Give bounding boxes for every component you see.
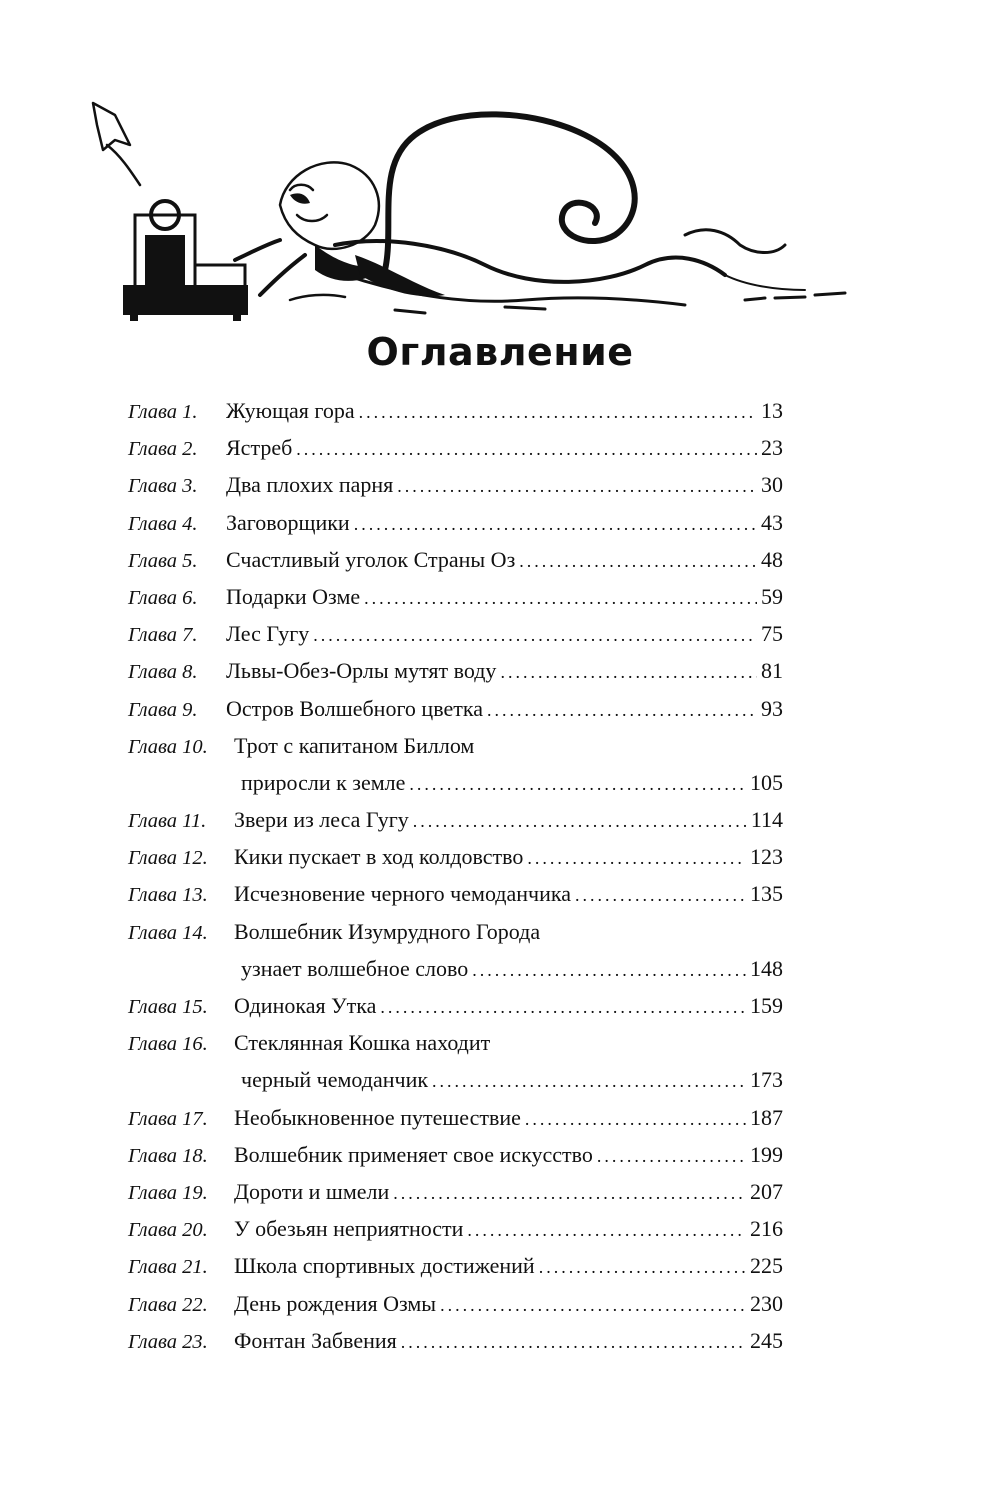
toc-line [128, 913, 783, 950]
toc-line [128, 987, 783, 1024]
dot-leader [539, 1249, 746, 1286]
chapter-label: Глава 17. [128, 1107, 208, 1130]
toc-line [128, 875, 783, 912]
toc-line [128, 838, 783, 875]
page-number: 114 [750, 807, 783, 833]
chapter-title: Звери из леса Гугу [234, 807, 409, 833]
monkey-typewriter-illustration [85, 95, 855, 345]
chapter-title: Волшебник применяет свое искусство [234, 1141, 593, 1167]
chapter-label: Глава 18. [128, 1144, 208, 1167]
page-number: 13 [761, 398, 783, 423]
page-number: 187 [750, 1104, 783, 1130]
toc-entry[interactable] [128, 1099, 783, 1136]
chapter-title: Заговорщики [226, 509, 350, 535]
toc-line [128, 429, 783, 466]
toc-line [128, 764, 783, 801]
chapter-label: Глава 19. [128, 1181, 208, 1204]
dot-leader [359, 394, 757, 431]
chapter-title: Волшебник Изумрудного Города [234, 918, 541, 944]
dot-leader [500, 654, 757, 691]
toc-entry[interactable] [128, 1136, 783, 1173]
toc-line [128, 727, 783, 764]
dot-leader [354, 506, 757, 543]
chapter-label: Глава 13. [128, 884, 208, 907]
dot-leader [575, 877, 746, 914]
chapter-label: Глава 11. [128, 810, 207, 833]
dot-leader [364, 580, 757, 617]
page-number: 225 [750, 1253, 783, 1279]
chapter-label: Глава 7. [128, 624, 198, 647]
dot-leader [527, 840, 746, 877]
toc-line [128, 504, 783, 541]
toc-line [128, 801, 783, 838]
chapter-title: Исчезновение черного чемоданчика [234, 881, 571, 907]
chapter-label: Глава 14. [128, 921, 208, 944]
toc-line [128, 1247, 783, 1284]
page-number: 245 [750, 1327, 783, 1353]
dot-leader [597, 1138, 746, 1175]
chapter-title: Фонтан Забвения [234, 1327, 397, 1353]
toc-entry[interactable] [128, 801, 783, 838]
chapter-title: приросли к земле [241, 769, 406, 795]
chapter-title: Трот с капитаном Биллом [234, 732, 475, 758]
chapter-label: Глава 9. [128, 698, 198, 721]
page-number: 59 [761, 583, 783, 609]
page-number: 230 [750, 1290, 783, 1316]
toc-line [128, 690, 783, 727]
toc-entry[interactable] [128, 615, 783, 652]
chapter-title: Кики пускает в ход колдовство [234, 844, 524, 870]
chapter-title: Два плохих парня [226, 472, 394, 498]
chapter-label: Глава 12. [128, 847, 208, 870]
chapter-title: Необыкновенное путешествие [234, 1104, 521, 1130]
dot-leader [467, 1212, 746, 1249]
dot-leader [440, 1287, 746, 1324]
chapter-label: Глава 22. [128, 1293, 208, 1316]
toc-line [128, 1061, 783, 1098]
dot-leader [380, 989, 746, 1026]
chapter-label: Глава 3. [128, 475, 198, 498]
dot-leader [472, 952, 746, 989]
toc-line [128, 1322, 783, 1359]
chapter-title: Жующая гора [226, 398, 355, 423]
toc-entry[interactable] [128, 727, 783, 801]
toc-entry[interactable] [128, 1247, 783, 1284]
page-number: 93 [761, 695, 783, 721]
dot-leader [432, 1063, 746, 1100]
chapter-title: День рождения Озмы [234, 1290, 437, 1316]
chapter-label: Глава 10. [128, 735, 208, 758]
toc-entry[interactable] [128, 578, 783, 615]
dot-leader [525, 1101, 746, 1138]
dot-leader [409, 766, 746, 803]
chapter-title: Подарки Озме [226, 583, 361, 609]
toc-entry[interactable] [128, 1322, 783, 1359]
page-number: 123 [750, 844, 783, 870]
chapter-title: У обезьян неприятности [234, 1216, 464, 1242]
chapter-label: Глава 20. [128, 1219, 208, 1242]
chapter-title: узнает волшебное слово [241, 955, 469, 981]
page-number: 159 [750, 993, 783, 1018]
dot-leader [313, 617, 757, 654]
toc-line [128, 466, 783, 503]
toc-entry[interactable] [128, 392, 783, 429]
chapter-label: Глава 23. [128, 1330, 208, 1353]
chapter-label: Глава 6. [128, 586, 198, 609]
page-number: 30 [761, 472, 783, 498]
toc-entry[interactable] [128, 875, 783, 912]
chapter-label: Глава 8. [128, 661, 198, 684]
toc-line [128, 1285, 783, 1322]
toc-entry[interactable] [128, 1210, 783, 1247]
toc-entry[interactable] [128, 1024, 783, 1098]
chapter-title: Остров Волшебного цветка [226, 695, 483, 721]
chapter-title: Школа спортивных достижений [234, 1253, 535, 1279]
page-number: 207 [750, 1178, 783, 1204]
dot-leader [397, 468, 757, 505]
toc-entry[interactable] [128, 690, 783, 727]
page-number: 23 [761, 435, 783, 461]
chapter-label: Глава 4. [128, 512, 198, 535]
toc-line [128, 950, 783, 987]
toc-line [128, 1024, 783, 1061]
chapter-title: Счастливый уголок Страны Оз [226, 546, 516, 572]
toc-line [128, 578, 783, 615]
page-number: 81 [761, 658, 783, 684]
dot-leader [401, 1324, 746, 1361]
chapter-title: черный чемоданчик [241, 1067, 429, 1093]
page-number: 199 [750, 1141, 783, 1167]
page-number: 105 [750, 769, 783, 795]
page-number: 148 [750, 955, 783, 981]
dot-leader [519, 543, 757, 580]
toc-line [128, 1136, 783, 1173]
toc-line [128, 1099, 783, 1136]
chapter-label: Глава 1. [128, 401, 198, 423]
chapter-label: Глава 5. [128, 549, 198, 572]
toc-line [128, 541, 783, 578]
chapter-label: Глава 2. [128, 438, 198, 461]
toc-entry[interactable] [128, 541, 783, 578]
toc-entry[interactable] [128, 838, 783, 875]
toc-entry[interactable] [128, 1285, 783, 1322]
toc-line [128, 652, 783, 689]
toc-entry[interactable] [128, 1173, 783, 1210]
chapter-label: Глава 21. [128, 1256, 208, 1279]
chapter-title: Ястреб [226, 435, 293, 461]
toc-entry[interactable] [128, 504, 783, 541]
page-title: Оглавление [366, 330, 634, 374]
toc-line [128, 615, 783, 652]
page-number: 43 [761, 509, 783, 535]
page-number: 216 [750, 1216, 783, 1242]
toc-entry[interactable] [128, 429, 783, 466]
toc-entry[interactable] [128, 987, 783, 1024]
chapter-label: Глава 15. [128, 996, 208, 1018]
chapter-label: Глава 16. [128, 1033, 208, 1056]
chapter-title: Одинокая Утка [234, 993, 377, 1018]
toc-entry[interactable] [128, 913, 783, 987]
table-of-contents [128, 392, 783, 1359]
toc-line [128, 1210, 783, 1247]
dot-leader [487, 692, 757, 729]
dot-leader [393, 1175, 746, 1212]
page-number: 75 [761, 621, 783, 647]
page-number: 173 [750, 1067, 783, 1093]
toc-entry[interactable] [128, 466, 783, 503]
chapter-title: Дороти и шмели [234, 1178, 390, 1204]
toc-entry[interactable] [128, 652, 783, 689]
page-number: 48 [761, 546, 783, 572]
toc-line [128, 392, 783, 429]
dot-leader [296, 431, 757, 468]
page-number: 135 [750, 881, 783, 907]
dot-leader [413, 803, 747, 840]
typewriter-icon [123, 201, 248, 321]
chapter-title: Стеклянная Кошка находит [234, 1030, 491, 1056]
chapter-title: Лес Гугу [226, 621, 310, 647]
toc-line [128, 1173, 783, 1210]
chapter-title: Львы-Обез-Орлы мутят воду [226, 658, 497, 684]
